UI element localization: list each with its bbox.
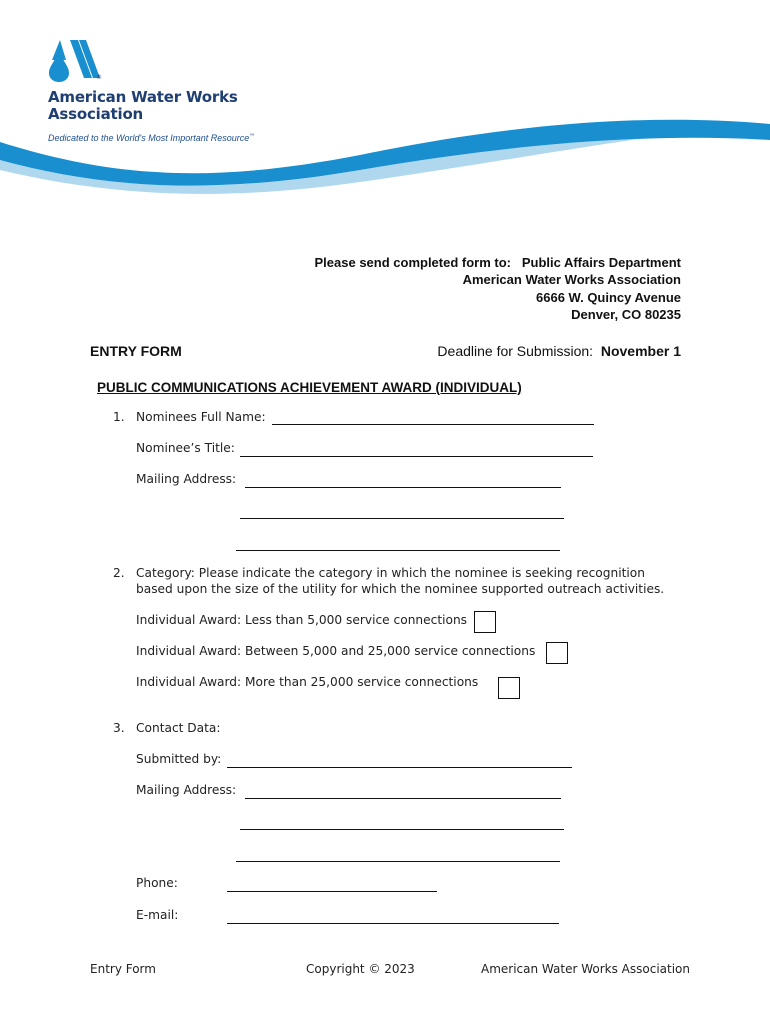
logo-title-line1: American Water Works	[48, 88, 238, 106]
send-to-line4: Denver, CO 80235	[571, 306, 681, 322]
footer-right: American Water Works Association	[481, 962, 690, 976]
submitted-by-field[interactable]	[227, 767, 572, 768]
nominee-full-name-field[interactable]	[272, 424, 594, 425]
award-title: PUBLIC COMMUNICATIONS ACHIEVEMENT AWARD (INDIVIDUAL)	[97, 380, 522, 395]
nominee-full-name-label: Nominees Full Name:	[136, 410, 266, 424]
header-swoosh	[0, 110, 770, 200]
send-to-line1: Please send completed form to: Public Affairs Department	[314, 255, 681, 270]
nominee-mailing-label: Mailing Address:	[136, 472, 237, 486]
entry-form-title: ENTRY FORM	[90, 343, 182, 359]
nominee-mailing-field-1[interactable]	[245, 487, 561, 488]
deadline-label: Deadline for Submission:	[437, 343, 594, 359]
deadline	[437, 343, 681, 359]
nominee-title-field[interactable]	[240, 456, 593, 457]
contact-mailing-field-1[interactable]	[245, 798, 561, 799]
phone-label: Phone:	[136, 876, 178, 890]
deadline-value: November 1	[600, 343, 681, 359]
nominee-title-label: Nominee’s Title:	[136, 441, 235, 455]
email-field[interactable]	[227, 923, 559, 924]
category-text-line2: based upon the size of the utility for which the nominee supported outreach activities.	[136, 582, 665, 596]
contact-mailing-label: Mailing Address:	[136, 783, 237, 797]
category-text-line1: Category: Please indicate the category in which the nominee is seeking recognition	[136, 566, 645, 580]
nominee-mailing-field-2[interactable]	[240, 518, 564, 519]
section2-number: 2.	[113, 566, 125, 580]
registered-mark: ®	[96, 74, 102, 81]
trademark-mark: ™	[249, 133, 255, 139]
footer-copyright: Copyright © 2023	[306, 962, 415, 976]
logo-title-line2: Association	[48, 105, 144, 123]
send-to-line2: American Water Works Association	[462, 272, 681, 288]
send-to-block	[315, 254, 682, 323]
section1-number: 1.	[113, 410, 125, 424]
section3-number: 3.	[113, 721, 125, 735]
contact-mailing-field-3[interactable]	[236, 861, 560, 862]
nominee-mailing-field-3[interactable]	[236, 550, 560, 551]
contact-mailing-field-2[interactable]	[240, 829, 564, 830]
send-to-line3: 6666 W. Quincy Avenue	[536, 289, 681, 305]
contact-data-heading: Contact Data:	[136, 721, 221, 735]
category-option-medium: Individual Award: Between 5,000 and 25,000 service connections	[136, 644, 536, 658]
category-small-checkbox[interactable]	[474, 611, 496, 633]
logo-tagline-text: Dedicated to the World's Most Important Resource	[48, 133, 250, 143]
category-option-small: Individual Award: Less than 5,000 service connections	[136, 613, 468, 627]
phone-field[interactable]	[227, 891, 437, 892]
category-option-large: Individual Award: More than 25,000 service connections	[136, 675, 479, 689]
email-label: E-mail:	[136, 908, 179, 922]
footer-left: Entry Form	[90, 962, 156, 976]
submitted-by-label: Submitted by:	[136, 752, 222, 766]
category-medium-checkbox[interactable]	[546, 642, 568, 664]
category-large-checkbox[interactable]	[498, 677, 520, 699]
awwa-logo-mark	[46, 38, 102, 84]
